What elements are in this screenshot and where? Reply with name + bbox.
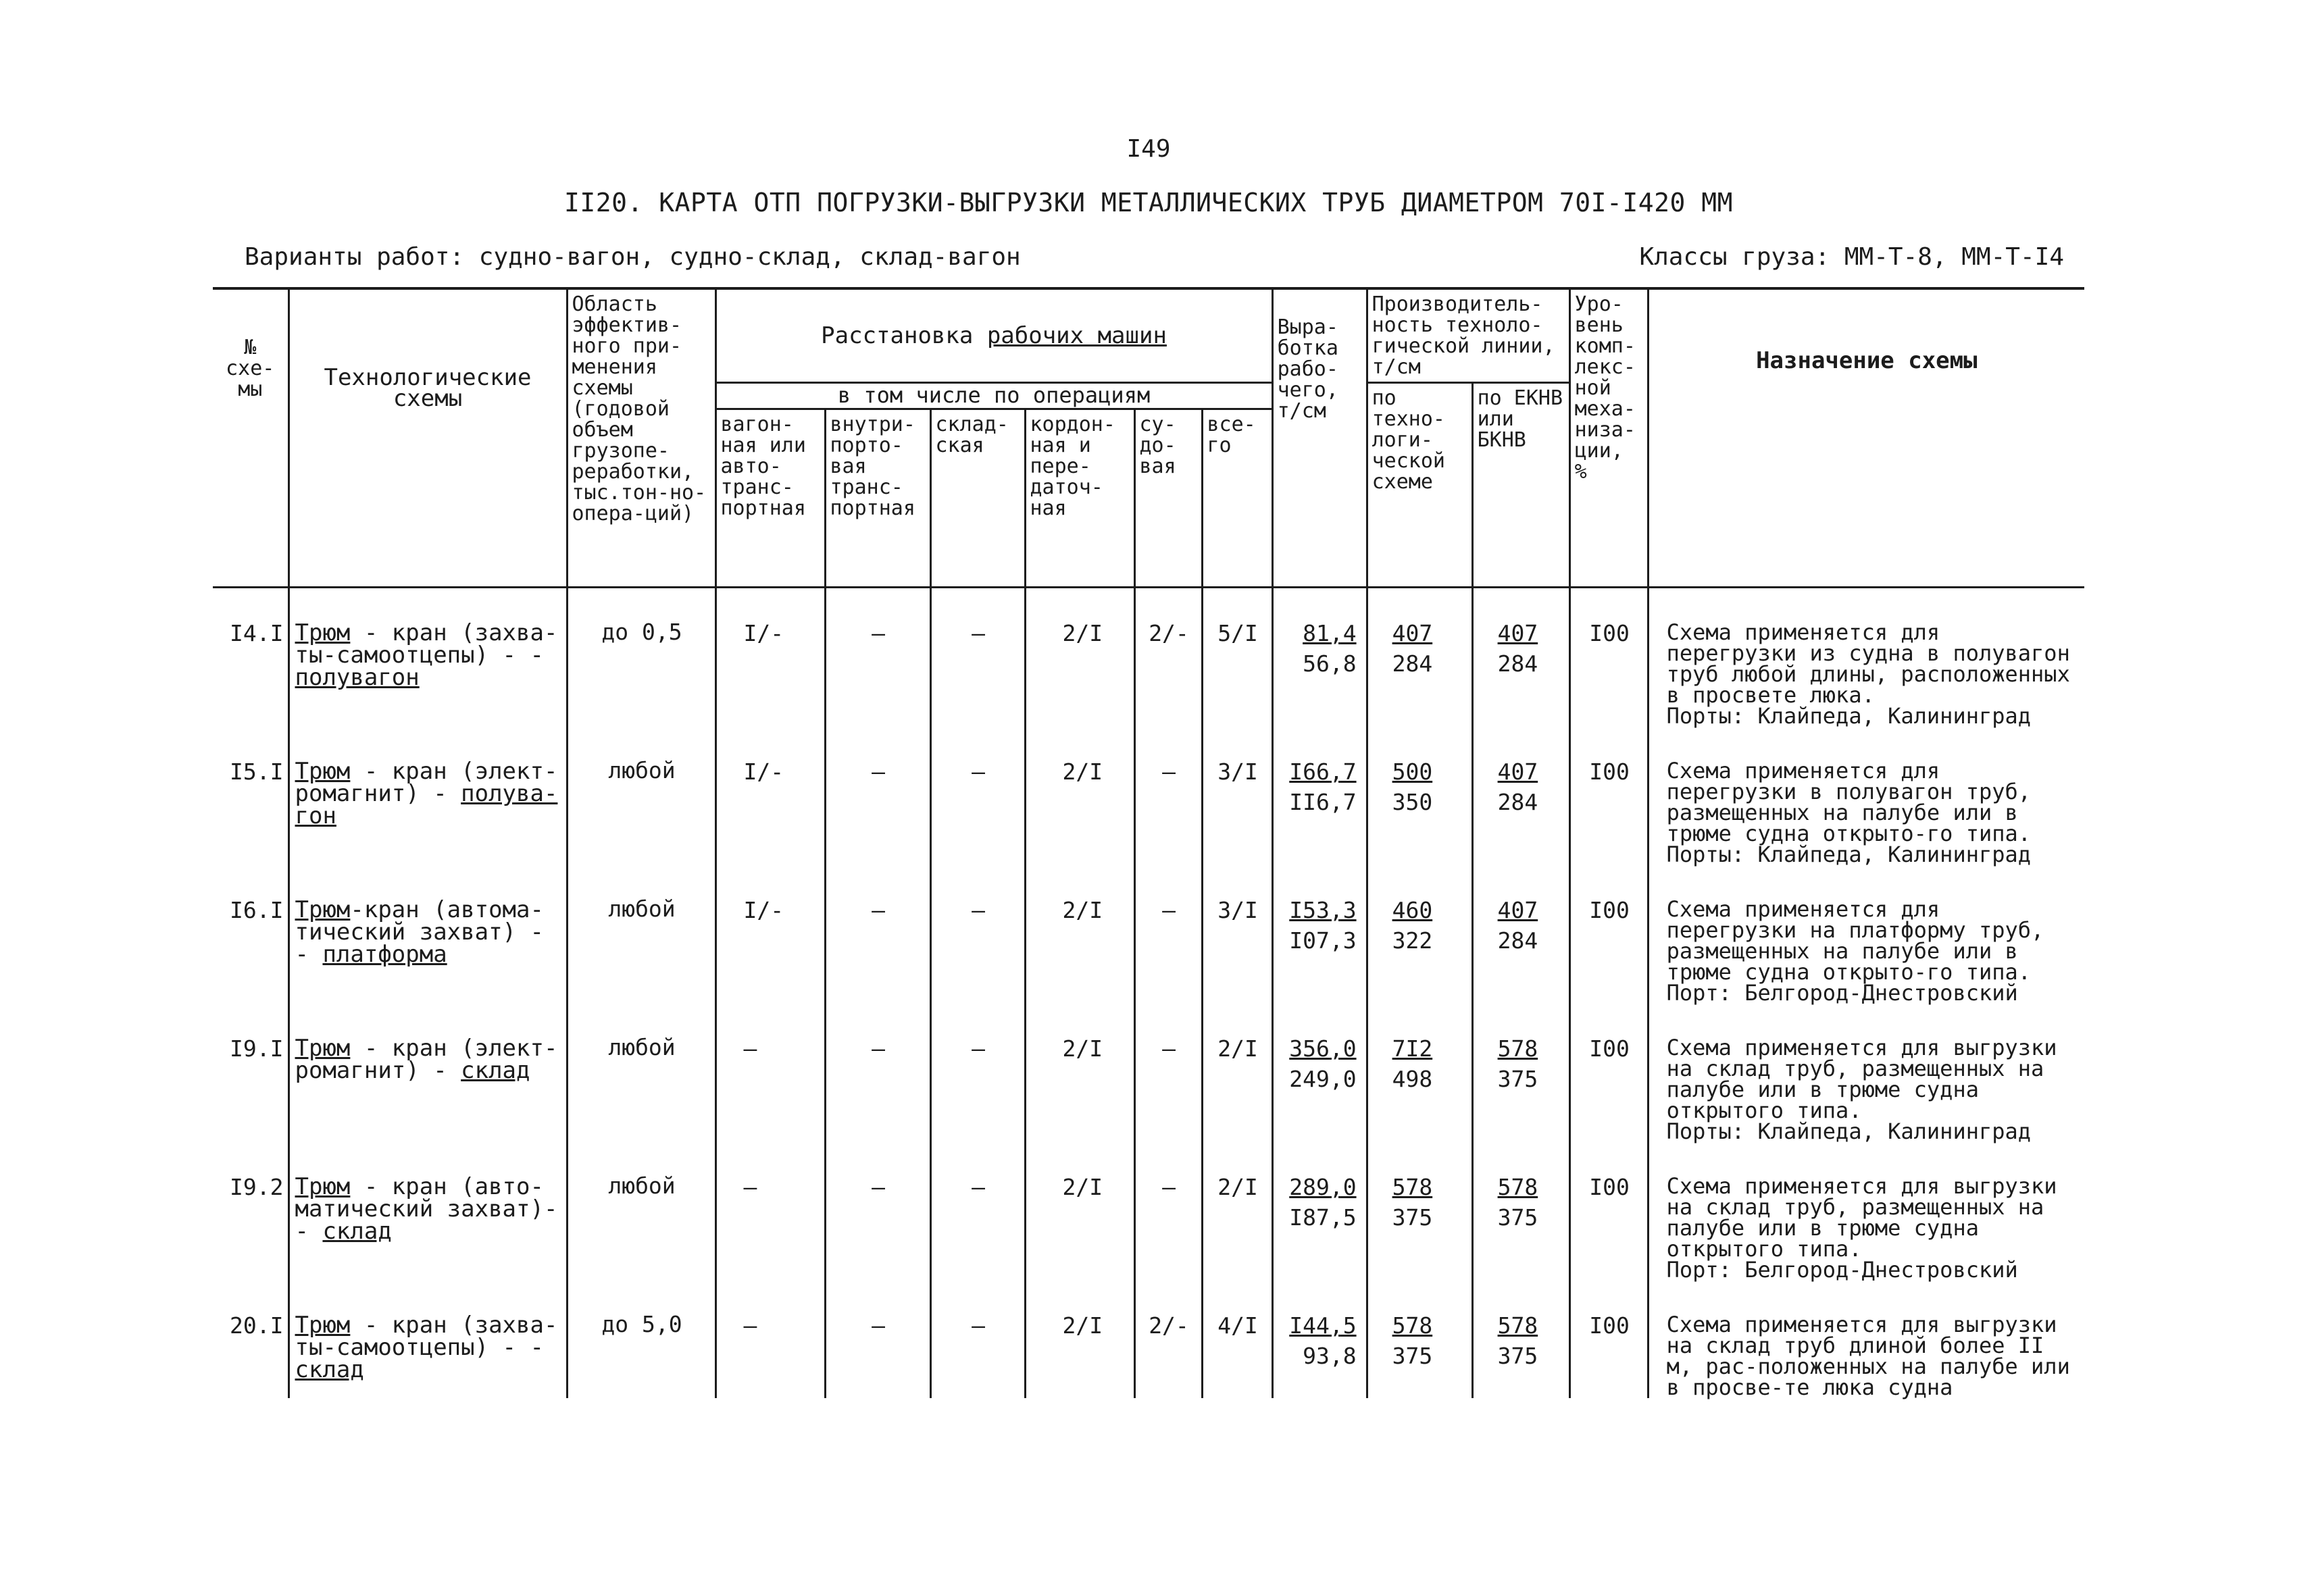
worker-output-top: 289,0 — [1289, 1174, 1357, 1200]
total-machines: 3/I — [1202, 865, 1272, 1004]
worker-output-top: 356,0 — [1289, 1035, 1357, 1062]
mechanization-level: I00 — [1569, 727, 1648, 865]
scheme-description — [288, 1142, 567, 1281]
productivity-ekhnv-top: 578 — [1497, 1174, 1538, 1200]
table-row — [213, 1004, 2084, 1142]
ports-text: Порт: Белгород-Днестровский — [1666, 980, 2018, 1006]
purpose-text: Схема применяется для выгрузки на склад труб длиной более II м, рас-положенных на палубе или в просве-те люка судна — [1666, 1312, 2070, 1400]
warehouse-operation: – — [930, 588, 1025, 727]
ports-text: Порт: Белгород-Днестровский — [1666, 1257, 2018, 1283]
header-scheme-purpose: Назначение схемы — [1648, 288, 2084, 588]
scheme-destination: склад — [322, 1218, 392, 1245]
cargo-classes: Классы груза: ММ-Т-8, ММ-Т-I4 — [1639, 243, 2064, 271]
warehouse-operation: – — [930, 1281, 1025, 1398]
productivity-ekhnv-bottom: 284 — [1497, 650, 1538, 677]
header-by-scheme: по техно-логи-ческой схеме — [1367, 383, 1472, 588]
productivity-by-scheme — [1367, 1004, 1472, 1142]
header-line-productivity: Производитель-ность техноло-гической линии, т/см — [1367, 288, 1569, 383]
scheme-description — [288, 1004, 567, 1142]
productivity-ekhnv-top: 407 — [1497, 758, 1538, 785]
warehouse-operation: – — [930, 1142, 1025, 1281]
table-row — [213, 1281, 2084, 1398]
productivity-by-scheme — [1367, 588, 1472, 727]
table-header — [213, 288, 2084, 588]
scheme-number: I5.I — [213, 727, 288, 865]
productivity-scheme-bottom: 498 — [1392, 1066, 1433, 1092]
productivity-scheme-bottom: 350 — [1392, 789, 1433, 815]
ship-operation: – — [1134, 727, 1202, 865]
warehouse-operation: – — [930, 865, 1025, 1004]
header-mechanization-level: Уро-вень комп-лекс-ной меха-низа-ции, % — [1569, 288, 1648, 588]
ship-operation: – — [1134, 865, 1202, 1004]
wagon-operation: I/- — [715, 588, 825, 727]
header-technological-schemes: Технологические схемы — [288, 288, 567, 588]
productivity-ekhnv-bottom: 375 — [1497, 1066, 1538, 1092]
scheme-destination: платформа — [322, 941, 447, 968]
scheme-number: I9.I — [213, 1004, 288, 1142]
worker-output-bottom: 56,8 — [1303, 650, 1357, 677]
productivity-by-scheme — [1367, 1142, 1472, 1281]
productivity-ekhnv-top: 407 — [1497, 620, 1538, 646]
cordon-operation: 2/I — [1025, 865, 1134, 1004]
scheme-middle: - кран (элект-ромагнит) - — [295, 758, 558, 807]
productivity-by-ekhnv — [1472, 588, 1569, 727]
productivity-by-ekhnv — [1472, 1004, 1569, 1142]
scheme-middle: - кран (захва-ты-самоотцепы) - - — [295, 1312, 558, 1361]
wagon-operation: I/- — [715, 727, 825, 865]
header-worker-output: Выра-ботка рабо-чего, т/см — [1272, 288, 1367, 588]
wagon-operation: – — [715, 1142, 825, 1281]
worker-output — [1272, 865, 1367, 1004]
ship-operation: – — [1134, 1004, 1202, 1142]
worker-output-bottom: I07,3 — [1289, 927, 1357, 954]
total-machines: 4/I — [1202, 1281, 1272, 1398]
scheme-middle: - кран (авто-матический захват)- - — [295, 1173, 558, 1245]
scheme-middle: - кран (захва-ты-самоотцепы) - - — [295, 619, 558, 669]
scheme-number: I9.2 — [213, 1142, 288, 1281]
purpose-text: Схема применяется для выгрузки на склад труб, размещенных на палубе или в трюме судна открытого типа. — [1666, 1035, 2057, 1123]
application-area: любой — [567, 1004, 715, 1142]
productivity-scheme-top: 578 — [1392, 1174, 1433, 1200]
header-by-ekhnv: по ЕКНВ или БКНВ — [1472, 383, 1569, 588]
scheme-destination: полувагон — [295, 664, 420, 691]
productivity-scheme-top: 407 — [1392, 620, 1433, 646]
productivity-by-ekhnv — [1472, 1281, 1569, 1398]
productivity-by-scheme — [1367, 1281, 1472, 1398]
worker-output-bottom: 93,8 — [1303, 1343, 1357, 1369]
application-area: любой — [567, 727, 715, 865]
scheme-middle: -кран (автома-тический захват) - - — [295, 896, 544, 968]
scheme-hold: Трюм — [295, 1173, 351, 1200]
worker-output — [1272, 588, 1367, 727]
scheme-purpose — [1648, 1281, 2084, 1398]
scheme-number: I4.I — [213, 588, 288, 727]
cordon-operation: 2/I — [1025, 1142, 1134, 1281]
total-machines: 2/I — [1202, 1142, 1272, 1281]
scheme-hold: Трюм — [295, 1312, 351, 1339]
wagon-operation: – — [715, 1281, 825, 1398]
productivity-scheme-bottom: 375 — [1392, 1204, 1433, 1231]
ports-text: Порты: Клайпеда, Калининград — [1666, 842, 2032, 867]
header-wagon-operation: вагон-ная или авто-транс-портная — [715, 409, 825, 588]
application-area: любой — [567, 1142, 715, 1281]
ports-text: Порты: Клайпеда, Калининград — [1666, 703, 2032, 729]
total-machines: 3/I — [1202, 727, 1272, 865]
ports-text: Порты: Клайпеда, Калининград — [1666, 1118, 2032, 1144]
total-machines: 5/I — [1202, 588, 1272, 727]
mechanization-level: I00 — [1569, 588, 1648, 727]
scheme-purpose — [1648, 1142, 2084, 1281]
worker-output — [1272, 1004, 1367, 1142]
work-variants: Варианты работ: судно-вагон, судно-склад, склад-вагон — [245, 243, 1021, 271]
header-inner-port-transport: внутри-порто-вая транс-портная — [825, 409, 930, 588]
inner-port-transport: – — [825, 865, 930, 1004]
scheme-hold: Трюм — [295, 1035, 351, 1062]
productivity-by-ekhnv — [1472, 1142, 1569, 1281]
worker-output-top: 81,4 — [1303, 620, 1357, 646]
cordon-operation: 2/I — [1025, 727, 1134, 865]
scheme-description — [288, 588, 567, 727]
purpose-text: Схема применяется для перегрузки из судна в полувагон труб любой длины, расположенных в просвете люка. — [1666, 619, 2070, 708]
warehouse-operation: – — [930, 1004, 1025, 1142]
page-number: I49 — [1126, 135, 1171, 163]
mechanization-level: I00 — [1569, 1281, 1648, 1398]
application-area: до 5,0 — [567, 1281, 715, 1398]
table-row — [213, 865, 2084, 1004]
inner-port-transport: – — [825, 727, 930, 865]
schemes-table — [213, 287, 2084, 1398]
mechanization-level: I00 — [1569, 1004, 1648, 1142]
worker-output — [1272, 727, 1367, 865]
worker-output-top: I44,5 — [1289, 1312, 1357, 1339]
purpose-text: Схема применяется для перегрузки на платформу труб, размещенных на палубе или в трюме судна открыто-го типа. — [1666, 896, 2044, 985]
productivity-ekhnv-top: 578 — [1497, 1035, 1538, 1062]
table-row — [213, 1142, 2084, 1281]
header-placement-underlined: рабочих машин — [986, 321, 1167, 349]
productivity-ekhnv-bottom: 284 — [1497, 789, 1538, 815]
productivity-ekhnv-top: 407 — [1497, 897, 1538, 923]
productivity-by-ekhnv — [1472, 727, 1569, 865]
application-area: до 0,5 — [567, 588, 715, 727]
productivity-ekhnv-bottom: 375 — [1497, 1204, 1538, 1231]
scheme-number: I6.I — [213, 865, 288, 1004]
scheme-purpose — [1648, 727, 2084, 865]
header-ship-operation: су-до-вая — [1134, 409, 1202, 588]
scheme-destination: склад — [461, 1057, 530, 1084]
productivity-scheme-bottom: 322 — [1392, 927, 1433, 954]
scheme-destination: полува-гон — [295, 780, 558, 829]
worker-output — [1272, 1281, 1367, 1398]
scheme-description — [288, 865, 567, 1004]
productivity-by-scheme — [1367, 865, 1472, 1004]
mechanization-level: I00 — [1569, 865, 1648, 1004]
ship-operation: 2/- — [1134, 588, 1202, 727]
productivity-scheme-top: 460 — [1392, 897, 1433, 923]
application-area: любой — [567, 865, 715, 1004]
inner-port-transport: – — [825, 1004, 930, 1142]
scheme-middle: - кран (элект-ромагнит) - — [295, 1035, 558, 1084]
header-warehouse-operation: склад-ская — [930, 409, 1025, 588]
scheme-description — [288, 727, 567, 865]
mechanization-level: I00 — [1569, 1142, 1648, 1281]
productivity-ekhnv-bottom: 284 — [1497, 927, 1538, 954]
header-including-operations: в том числе по операциям — [715, 383, 1272, 409]
purpose-text: Схема применяется для перегрузки в полувагон труб, размещенных на палубе или в трюме судна открыто-го типа. — [1666, 758, 2032, 846]
productivity-scheme-top: 500 — [1392, 758, 1433, 785]
header-scheme-number: № схе-мы — [213, 288, 288, 588]
worker-output-top: I53,3 — [1289, 897, 1357, 923]
cordon-operation: 2/I — [1025, 1281, 1134, 1398]
scheme-number: 20.I — [213, 1281, 288, 1398]
ship-operation: – — [1134, 1142, 1202, 1281]
productivity-scheme-bottom: 284 — [1392, 650, 1433, 677]
scheme-hold: Трюм — [295, 758, 351, 785]
scheme-purpose — [1648, 865, 2084, 1004]
document-title: II20. КАРТА ОТП ПОГРУЗКИ-ВЫГРУЗКИ МЕТАЛЛИЧЕСКИХ ТРУБ ДИАМЕТРОМ 70I-I420 ММ — [564, 188, 1733, 217]
inner-port-transport: – — [825, 1142, 930, 1281]
ship-operation: 2/- — [1134, 1281, 1202, 1398]
purpose-text: Схема применяется для выгрузки на склад труб, размещенных на палубе или в трюме судна открытого типа. — [1666, 1173, 2057, 1262]
scheme-purpose — [1648, 588, 2084, 727]
productivity-by-ekhnv — [1472, 865, 1569, 1004]
worker-output-bottom: I87,5 — [1289, 1204, 1357, 1231]
productivity-scheme-bottom: 375 — [1392, 1343, 1433, 1369]
warehouse-operation: – — [930, 727, 1025, 865]
worker-output-bottom: II6,7 — [1289, 789, 1357, 815]
scheme-destination: склад — [295, 1356, 364, 1383]
productivity-scheme-top: 7I2 — [1392, 1035, 1433, 1062]
cordon-operation: 2/I — [1025, 588, 1134, 727]
header-machine-placement — [715, 288, 1272, 383]
scheme-hold: Трюм — [295, 619, 351, 646]
header-application-area: Область эффектив-ного при-менения схемы (годовой объем грузопе-реработки, тыс.тон-но-опера-ций) — [567, 288, 715, 588]
productivity-scheme-top: 578 — [1392, 1312, 1433, 1339]
header-placement-prefix: Расстановка — [821, 321, 974, 349]
productivity-ekhnv-bottom: 375 — [1497, 1343, 1538, 1369]
worker-output — [1272, 1142, 1367, 1281]
scheme-purpose — [1648, 1004, 2084, 1142]
table-body — [213, 588, 2084, 1399]
worker-output-bottom: 249,0 — [1289, 1066, 1357, 1092]
inner-port-transport: – — [825, 1281, 930, 1398]
productivity-by-scheme — [1367, 727, 1472, 865]
cordon-operation: 2/I — [1025, 1004, 1134, 1142]
inner-port-transport: – — [825, 588, 930, 727]
table-row — [213, 727, 2084, 865]
wagon-operation: – — [715, 1004, 825, 1142]
header-cordon-operation: кордон-ная и пере-даточ-ная — [1025, 409, 1134, 588]
wagon-operation: I/- — [715, 865, 825, 1004]
table-row — [213, 588, 2084, 727]
scheme-hold: Трюм — [295, 896, 351, 923]
header-total-machines: все-го — [1202, 409, 1272, 588]
total-machines: 2/I — [1202, 1004, 1272, 1142]
worker-output-top: I66,7 — [1289, 758, 1357, 785]
productivity-ekhnv-top: 578 — [1497, 1312, 1538, 1339]
scheme-description — [288, 1281, 567, 1398]
